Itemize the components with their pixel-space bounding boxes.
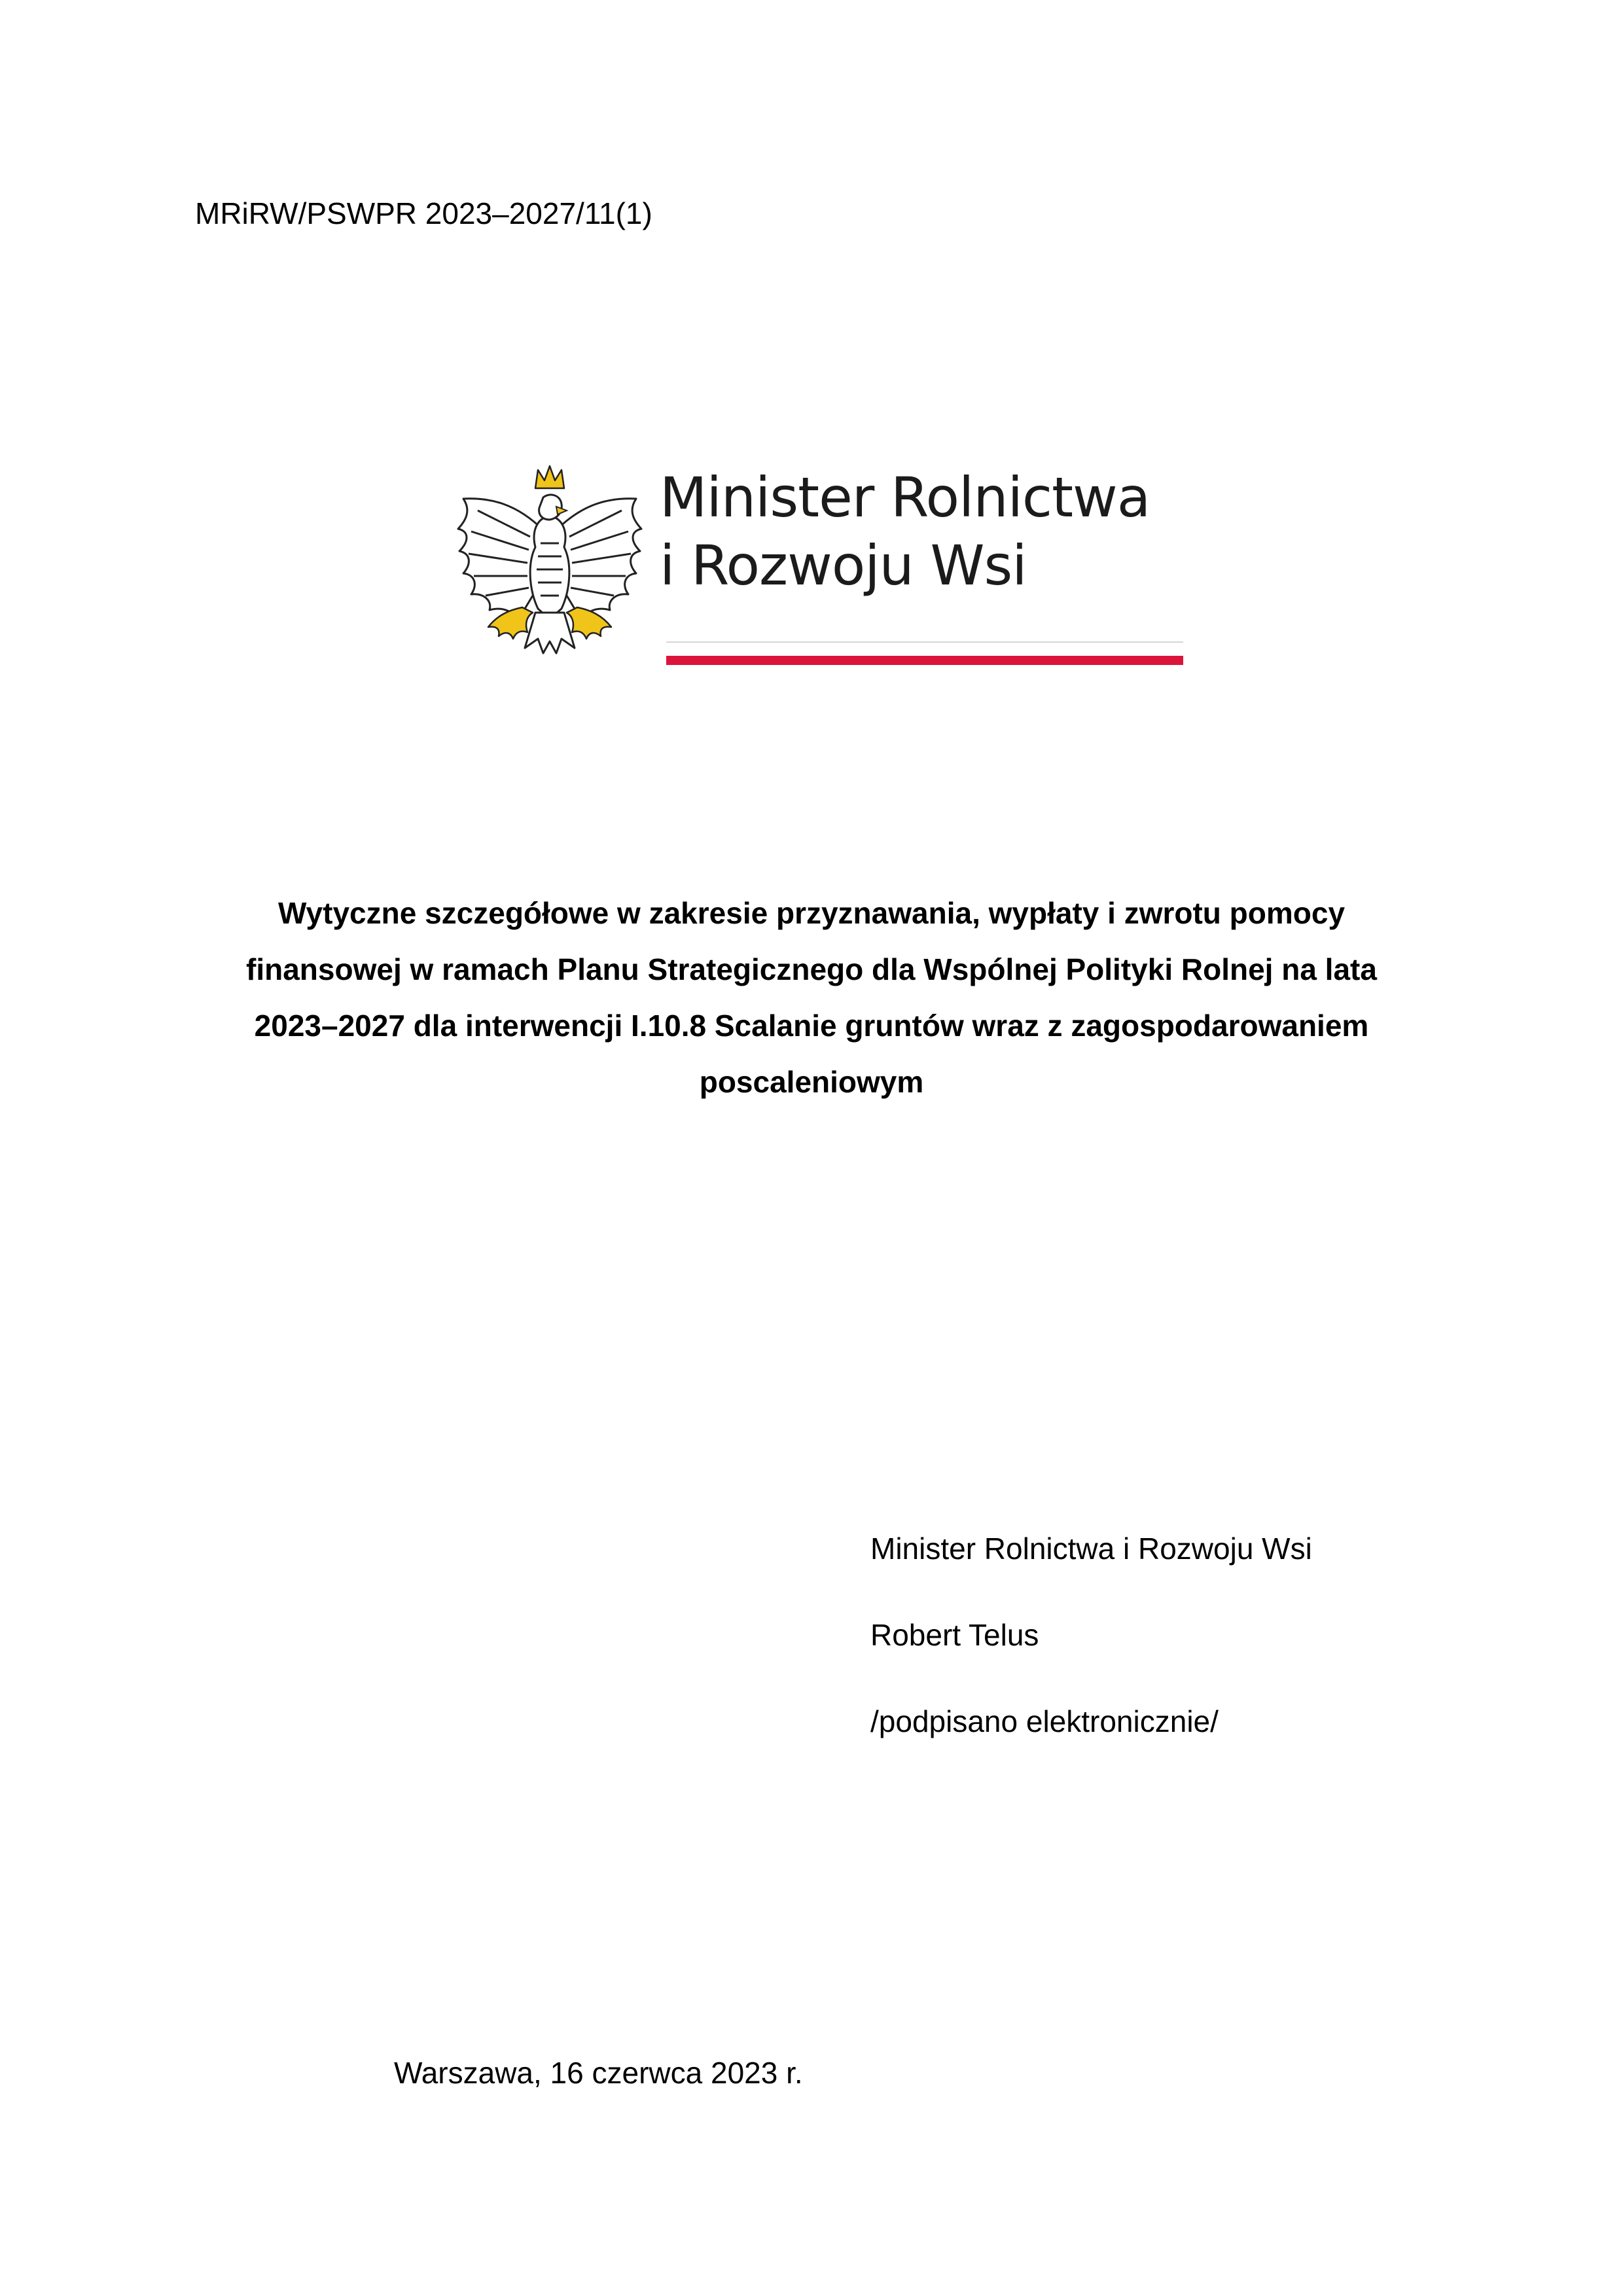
signature-note: /podpisano elektronicznie/ xyxy=(870,1704,1219,1738)
flag-white-band xyxy=(666,641,1183,643)
signatory-office: Minister Rolnictwa i Rozwoju Wsi xyxy=(870,1532,1312,1566)
place-and-date: Warszawa, 16 czerwca 2023 r. xyxy=(394,2056,803,2090)
title-line: finansowej w ramach Planu Strategicznego dla Wspólnej Polityki Rolnej na lata xyxy=(246,952,1377,986)
ministry-name xyxy=(660,463,1183,600)
eagle-emblem-icon xyxy=(452,458,648,661)
ministry-name-line1: Minister Rolnictwa xyxy=(660,465,1150,529)
title-line: 2023–2027 dla interwencji I.10.8 Scalanie gruntów wraz z zagospodarowaniem xyxy=(254,1009,1369,1043)
ministry-name-line2: i Rozwoju Wsi xyxy=(660,533,1027,598)
document-reference: MRiRW/PSWPR 2023–2027/11(1) xyxy=(195,196,652,230)
ministry-logo xyxy=(452,452,1185,668)
document-title xyxy=(157,885,1466,1110)
title-line: Wytyczne szczegółowe w zakresie przyznawania, wypłaty i zwrotu pomocy xyxy=(277,896,1346,930)
title-line: poscaleniowym xyxy=(699,1065,924,1099)
signature-block xyxy=(870,1529,1312,1788)
flag-red-band xyxy=(666,656,1183,665)
signatory-name: Robert Telus xyxy=(870,1618,1039,1652)
